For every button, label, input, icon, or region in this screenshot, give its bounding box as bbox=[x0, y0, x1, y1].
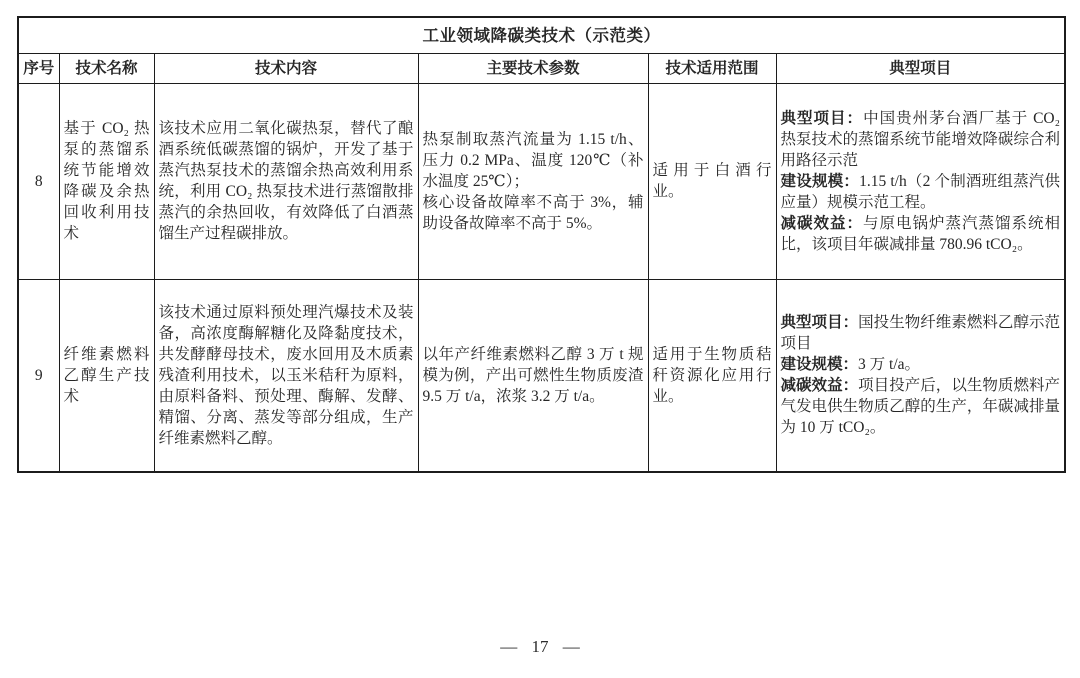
cell-tech-params-9 bbox=[418, 279, 648, 472]
table-header-row bbox=[18, 53, 1065, 83]
col-header-tech-content: 技术内容 bbox=[154, 53, 418, 83]
cell-scope-8: 适用于白酒行业。 bbox=[648, 83, 776, 279]
cell-tech-params-8 bbox=[418, 83, 648, 279]
cell-tech-name-8: 基于 CO₂ 热泵的蒸馏系统节能增效降碳及余热回收利用技术 bbox=[59, 83, 154, 279]
page-number: — 17 — bbox=[500, 637, 580, 656]
col-header-serial: 序号 bbox=[18, 53, 59, 83]
project-line-9-3 bbox=[781, 375, 1061, 438]
col-header-typical-project: 典型项目 bbox=[776, 53, 1065, 83]
cell-typical-project-8 bbox=[776, 83, 1065, 279]
cell-tech-content-8 bbox=[154, 83, 418, 279]
cell-serial-8: 8 bbox=[18, 83, 59, 279]
project-line-8-2 bbox=[781, 171, 1061, 213]
project-label-9-3: 减碳效益： bbox=[780, 377, 859, 395]
project-line-8-3 bbox=[781, 213, 1061, 255]
project-line-9-1 bbox=[781, 312, 1061, 354]
project-label-8-1: 典型项目： bbox=[780, 109, 864, 127]
col-header-scope: 技术适用范围 bbox=[648, 53, 776, 83]
carbon-reduction-tech-table bbox=[17, 16, 1066, 473]
project-label-8-2: 建设规模： bbox=[780, 172, 860, 190]
table-row-8 bbox=[18, 83, 1065, 279]
project-text-9-2: 3 万 t/a。 bbox=[858, 356, 921, 374]
project-text-8-1: 中国贵州茅台酒厂基于 CO₂ 热泵技术的蒸馏系统节能增效降碳综合利用路径示范 bbox=[780, 109, 1061, 169]
table-title: 工业领域降碳类技术（示范类） bbox=[18, 17, 1065, 53]
project-text-8-2: 1.15 t/h（2 个制酒班组蒸汽供应量）规模示范工程。 bbox=[780, 172, 1061, 211]
tech-params-text-8-2: 核心设备故障率不高于 3%，辅助设备故障率不高于 5%。 bbox=[422, 193, 644, 232]
project-label-9-1: 典型项目： bbox=[780, 314, 859, 332]
tech-content-text-8: 该技术应用二氧化碳热泵，替代了酿酒系统低碳蒸馏的锅炉，开发了基于蒸汽热泵技术的蒸馏余热高效利用系统，利用 CO₂ 热泵技术进行蒸馏散排蒸汽的余热回收，有效降低了白酒蒸馏生产过程碳排放。 bbox=[158, 120, 414, 242]
project-text-8-3: 与原电锅炉蒸汽蒸馏系统相比，该项目年碳减排量 780.96 tCO₂。 bbox=[780, 214, 1061, 253]
project-text-9-3: 项目投产后，以生物质燃料产气发电供生物质乙醇的生产，年碳减排量为 10 万 tCO₂。 bbox=[780, 377, 1061, 437]
tech-params-text-8-1: 热泵制取蒸汽流量为 1.15 t/h、压力 0.2 MPa、温度 120℃（补水温度 25℃）； bbox=[422, 130, 644, 190]
table-row-9 bbox=[18, 279, 1065, 472]
col-header-tech-name: 技术名称 bbox=[59, 53, 154, 83]
col-header-tech-params: 主要技术参数 bbox=[418, 53, 648, 83]
table-title-row bbox=[18, 17, 1065, 53]
cell-typical-project-9 bbox=[776, 279, 1065, 472]
tech-params-text-9-1: 以年产纤维素燃料乙醇 3 万 t 规模为例，产出可燃性生物质废渣 9.5 万 t/a，浓浆 3.2 万 t/a。 bbox=[422, 345, 644, 405]
project-line-8-1 bbox=[781, 108, 1061, 171]
cell-tech-name-9: 纤维素燃料乙醇生产技术 bbox=[59, 279, 154, 472]
cell-scope-9: 适用于生物质秸秆资源化应用行业。 bbox=[648, 279, 776, 472]
cell-serial-9: 9 bbox=[18, 279, 59, 472]
project-label-9-2: 建设规模： bbox=[780, 356, 859, 374]
project-text-9-1: 国投生物纤维素燃料乙醇示范项目 bbox=[780, 314, 1061, 353]
project-label-8-3: 减碳效益： bbox=[780, 214, 864, 232]
project-line-9-2 bbox=[781, 354, 1061, 375]
cell-tech-content-9 bbox=[154, 279, 418, 472]
tech-content-text-9: 该技术通过原料预处理汽爆技术及装备，高浓度酶解糖化及降黏度技术，共发酵酵母技术，废水回用及木质素残渣利用技术，以玉米秸秆为原料，由原料备料、预处理、酶解、发酵、精馏、分离、蒸发等部分组成，生产纤维素燃料乙醇。 bbox=[158, 303, 414, 447]
